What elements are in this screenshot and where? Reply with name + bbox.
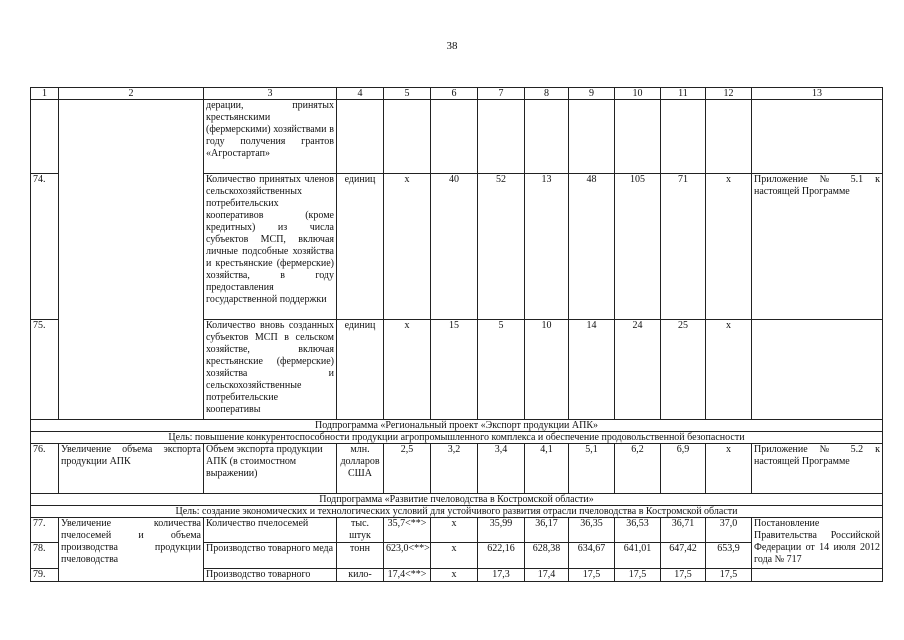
header-cell: 9 — [569, 88, 615, 100]
row-number: 75. — [31, 320, 59, 420]
value-cell: x — [384, 174, 431, 320]
subprogram-title: Подпрограмма «Развитие пчеловодства в Костромской области» — [31, 494, 883, 506]
row-number: 76. — [31, 444, 59, 494]
header-cell: 12 — [706, 88, 752, 100]
value-cell: 37,0 — [706, 518, 752, 543]
value-cell: 647,42 — [661, 543, 706, 569]
header-cell: 10 — [615, 88, 661, 100]
task-cell-merged — [59, 100, 204, 420]
source-cell: Приложение № 5.1 к настоящей Программе — [752, 174, 883, 320]
header-cell: 1 — [31, 88, 59, 100]
value-cell: 17,3 — [478, 569, 525, 582]
unit-cell: тыс. штук — [337, 518, 384, 543]
subprogram-title-row — [31, 420, 883, 432]
value-cell: x — [706, 174, 752, 320]
table-row-continuation — [31, 100, 883, 174]
value-cell: x — [706, 444, 752, 494]
value-cell: 14 — [569, 320, 615, 420]
header-cell: 4 — [337, 88, 384, 100]
task-cell: Увеличение объема экспорта продукции АПК — [59, 444, 204, 494]
header-cell: 13 — [752, 88, 883, 100]
header-cell: 2 — [59, 88, 204, 100]
value-cell: 105 — [615, 174, 661, 320]
header-row — [31, 88, 883, 100]
value-cell: 653,9 — [706, 543, 752, 569]
value-cell: 17,5 — [569, 569, 615, 582]
indicator-cell: Количество вновь созданных субъектов МСП в сельском хозяйстве, включая крестьянские (фермерские) хозяйства и сельскохозяйственные потребительские кооперативы — [204, 320, 337, 420]
value-cell: 13 — [525, 174, 569, 320]
value-cell: x — [431, 543, 478, 569]
subprogram-goal: Цель: создание экономических и технологических условий для устойчивого развития отрасли пчеловодства в Костромской области — [31, 506, 883, 518]
value-cell: x — [384, 320, 431, 420]
unit-cell: кило- — [337, 569, 384, 582]
value-cell: 17,5 — [661, 569, 706, 582]
page-number: 38 — [446, 40, 458, 52]
header-cell: 3 — [204, 88, 337, 100]
value-cell: 36,53 — [615, 518, 661, 543]
value-cell: 3,2 — [431, 444, 478, 494]
row-number: 74. — [31, 174, 59, 320]
table-row-76 — [31, 444, 883, 494]
value-cell: 24 — [615, 320, 661, 420]
value-cell: 52 — [478, 174, 525, 320]
indicator-cell: Производство товарного — [204, 569, 337, 582]
subprogram-title: Подпрограмма «Региональный проект «Экспорт продукции АПК» — [31, 420, 883, 432]
value-cell: x — [431, 569, 478, 582]
value-cell: 48 — [569, 174, 615, 320]
header-cell: 11 — [661, 88, 706, 100]
value-cell: 35,99 — [478, 518, 525, 543]
row-number: 79. — [31, 569, 59, 582]
value-cell: 628,38 — [525, 543, 569, 569]
value-cell: 5,1 — [569, 444, 615, 494]
value-cell: 17,4<**> — [384, 569, 431, 582]
value-cell: 641,01 — [615, 543, 661, 569]
value-cell: 17,5 — [615, 569, 661, 582]
source-cell: Приложение № 5.2 к настоящей Программе — [752, 444, 883, 494]
header-cell: 5 — [384, 88, 431, 100]
value-cell: 10 — [525, 320, 569, 420]
value-cell: 35,7<**> — [384, 518, 431, 543]
indicator-cell: Количество пчелосемей — [204, 518, 337, 543]
indicator-cell: дерации, принятых крестьянскими (фермерскими) хозяйствами в году получения грантов «Агростартап» — [204, 100, 337, 174]
table-row-77 — [31, 518, 883, 543]
indicator-cell: Производство товарного меда — [204, 543, 337, 569]
indicator-cell: Объем экспорта продукции АПК (в стоимостном выражении) — [204, 444, 337, 494]
value-cell: 17,4 — [525, 569, 569, 582]
header-cell: 8 — [525, 88, 569, 100]
subprogram-goal-row — [31, 432, 883, 444]
value-cell: 622,16 — [478, 543, 525, 569]
value-cell: 15 — [431, 320, 478, 420]
value-cell: 5 — [478, 320, 525, 420]
value-cell: 634,67 — [569, 543, 615, 569]
header-cell: 7 — [478, 88, 525, 100]
value-cell: 40 — [431, 174, 478, 320]
indicators-table — [30, 87, 883, 582]
value-cell: 623,0<**> — [384, 543, 431, 569]
unit-cell: единиц — [337, 320, 384, 420]
value-cell: 4,1 — [525, 444, 569, 494]
unit-cell: млн. долларов США — [337, 444, 384, 494]
subprogram-goal: Цель: повышение конкурентоспособности продукции агропромышленного комплекса и обеспечение продовольственной безопасности — [31, 432, 883, 444]
row-number: 77. — [31, 518, 59, 543]
source-cell: Постановление Правительства Российской Федерации от 14 июля 2012 года № 717 — [752, 518, 883, 569]
subprogram-goal-row — [31, 506, 883, 518]
value-cell: 36,71 — [661, 518, 706, 543]
value-cell: 6,2 — [615, 444, 661, 494]
indicator-cell: Количество принятых членов сельскохозяйственных потребительских кооперативов (кроме кредитных) из числа субъектов МСП, включая личные подсобные хозяйства и крестьянские (фермерские) хозяйства, в году предоставления государственной поддержки — [204, 174, 337, 320]
value-cell: 17,5 — [706, 569, 752, 582]
value-cell: x — [706, 320, 752, 420]
subprogram-title-row — [31, 494, 883, 506]
value-cell: 2,5 — [384, 444, 431, 494]
value-cell: 36,17 — [525, 518, 569, 543]
value-cell: 3,4 — [478, 444, 525, 494]
value-cell: x — [431, 518, 478, 543]
value-cell: 36,35 — [569, 518, 615, 543]
value-cell: 6,9 — [661, 444, 706, 494]
unit-cell: тонн — [337, 543, 384, 569]
task-cell: Увеличение количества пчелосемей и объема производства продукции пчеловодства — [59, 518, 204, 582]
row-number: 78. — [31, 543, 59, 569]
value-cell: 25 — [661, 320, 706, 420]
header-cell: 6 — [431, 88, 478, 100]
unit-cell: единиц — [337, 174, 384, 320]
value-cell: 71 — [661, 174, 706, 320]
